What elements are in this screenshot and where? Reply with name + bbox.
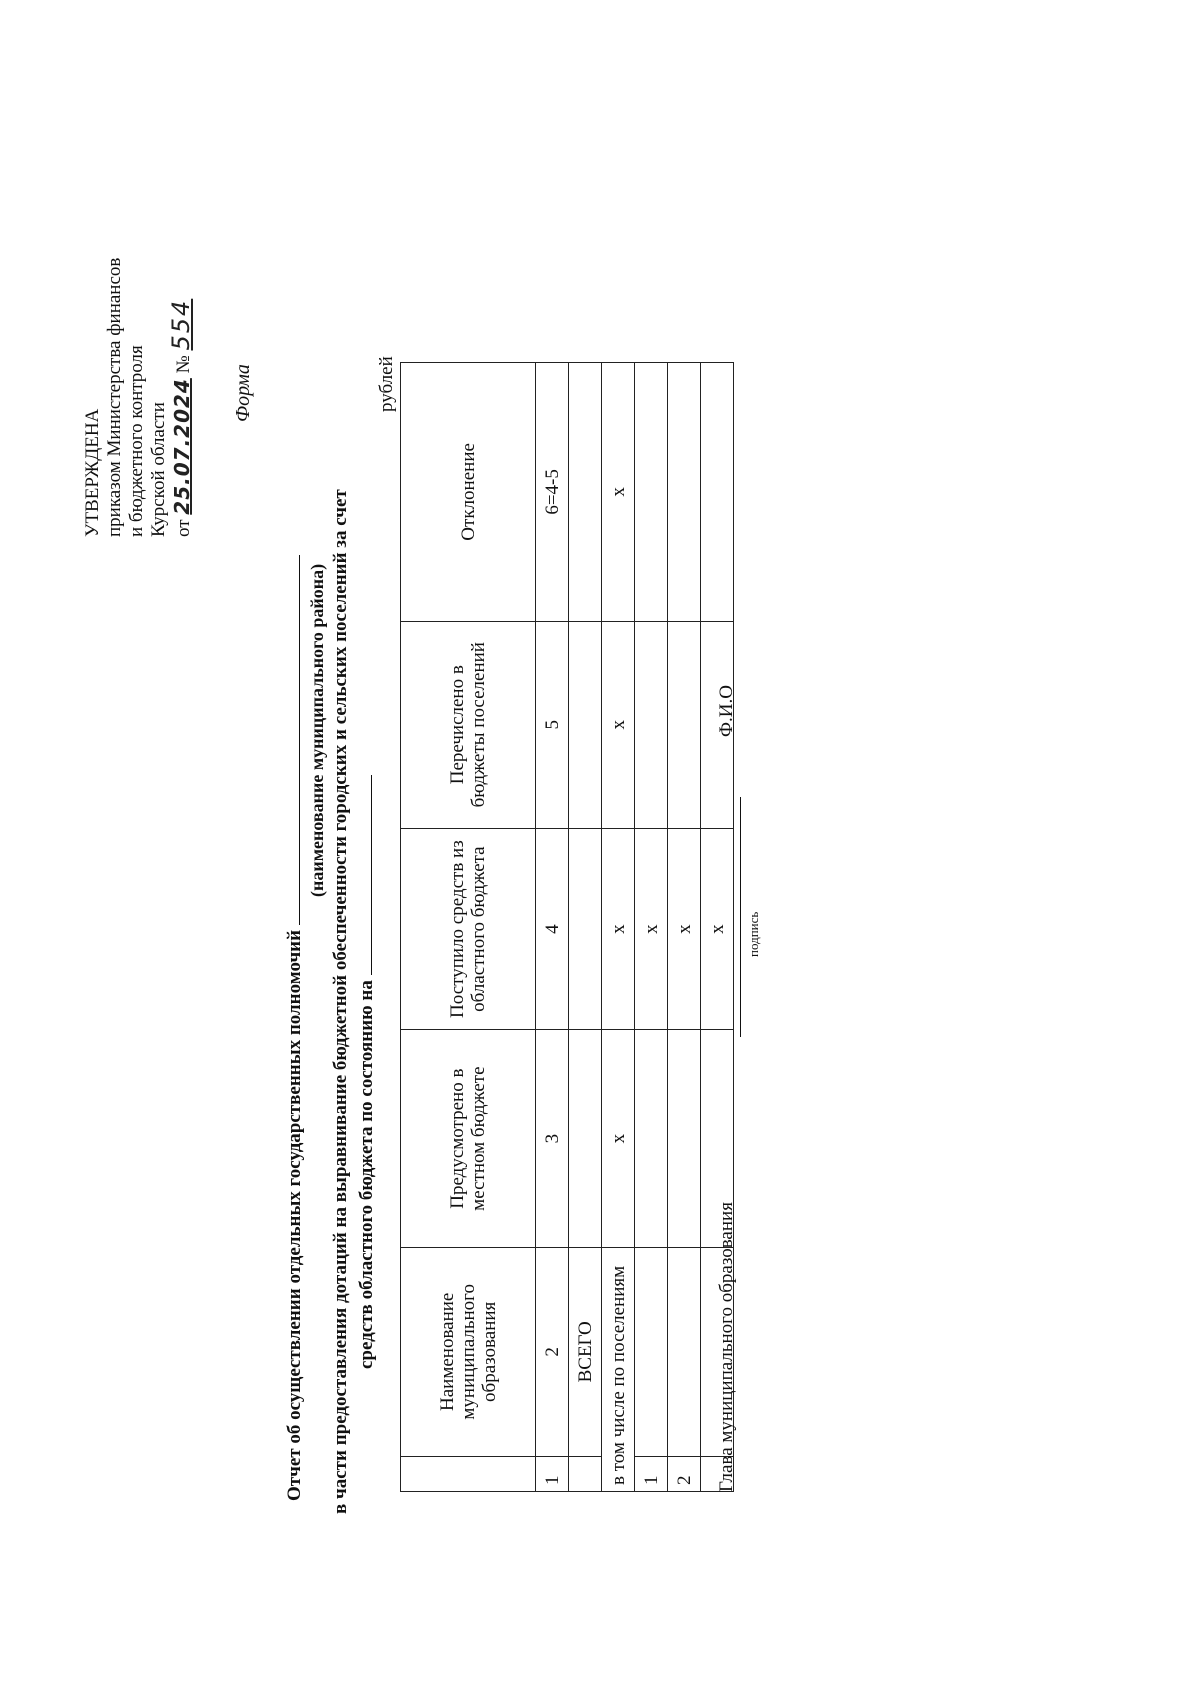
header-transferred: Перечислено в бюджеты поселений [401,621,536,828]
row-index: 2 [668,1456,701,1491]
approval-number-prefix: № [173,355,194,374]
table-row [668,363,701,1492]
table-header-row [401,363,536,1492]
report-title-caption: (наименование муниципального района) [307,563,327,897]
row-deviation [635,363,668,622]
total-transferred [569,621,602,828]
colnum-deviation: 6=4-5 [536,363,569,622]
colnum-planned: 3 [536,1030,569,1247]
row-planned [668,1030,701,1247]
subtotal-row [602,363,635,1492]
signature-line [740,797,741,1037]
subtotal-label: в том числе по поселениям [602,1247,635,1491]
approval-title: УТВЕРЖДЕНА [82,408,103,537]
approval-date-line [167,77,195,537]
colnum-transferred: 5 [536,621,569,828]
header-planned: Предусмотрено в местном бюджете [401,1030,536,1247]
report-title-text-4: средств областного бюджета по состоянию на [356,980,377,1369]
signature-name-label: Ф.И.О [716,685,737,737]
total-deviation [569,363,602,622]
report-title-line-3: в части предоставления дотаций на выравнивание бюджетной обеспеченности городских и сельских поселений за счет [330,489,351,1514]
row-name [668,1247,701,1456]
row-received: х [701,828,734,1030]
row-planned [635,1030,668,1247]
table-row [635,363,668,1492]
row-index: 1 [635,1456,668,1491]
header-index [401,1456,536,1491]
row-transferred [668,621,701,828]
row-deviation [701,363,734,622]
column-number-row [536,363,569,1492]
approval-line-1: приказом Министерства финансов [104,257,125,537]
colnum-name: 2 [536,1247,569,1456]
row-deviation [668,363,701,622]
total-label: ВСЕГО [569,1247,602,1456]
total-index [569,1456,602,1491]
total-received [569,828,602,1030]
header-deviation: Отклонение [401,363,536,622]
approval-date-prefix: от [173,519,194,537]
approval-date-value: 25.07.2024 [170,378,194,515]
row-received: х [635,828,668,1030]
report-title-line-1 [283,555,306,1501]
subtotal-transferred-x: х [602,621,635,828]
total-row [569,363,602,1492]
report-date-blank [355,775,372,975]
subtotal-planned-x: х [602,1030,635,1247]
units-label: рублей [376,356,397,412]
report-table [400,362,734,1492]
subtotal-deviation-x: х [602,363,635,622]
row-transferred [635,621,668,828]
subtotal-received-x: х [602,828,635,1030]
approval-stamp [82,77,195,537]
report-title-text-1: Отчет об осуществлении отдельных государственных полномочий [284,929,305,1501]
report-title-line-4 [355,775,378,1369]
form-label: Форма [232,364,254,422]
row-name [635,1247,668,1456]
approval-line-3: Курской области [148,402,169,537]
approval-line-2: и бюджетного контроля [126,345,147,537]
header-received: Поступило средств из областного бюджета [401,828,536,1030]
signature-caption: подпись [746,911,761,957]
header-name: Наименование муниципального образования [401,1247,536,1456]
district-name-blank [283,555,300,925]
row-received: х [668,828,701,1030]
total-planned [569,1030,602,1247]
colnum-index: 1 [536,1456,569,1491]
approval-number-value: 554 [167,298,195,351]
signature-label: Глава муниципального образования [716,1202,737,1492]
colnum-received: 4 [536,828,569,1030]
